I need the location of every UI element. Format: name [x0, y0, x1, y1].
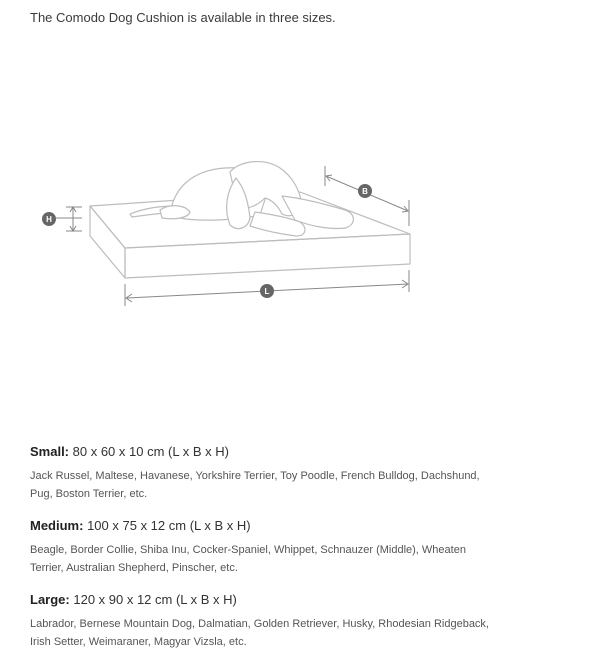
size-medium-breeds: Beagle, Border Collie, Shiba Inu, Cocker-Spaniel, Whippet, Schnauzer (Middle), Wheaten Terrier, Australian Shepherd, Pinscher, etc. [30, 544, 466, 574]
size-medium [30, 517, 500, 577]
size-small-name: Small: [30, 444, 70, 459]
size-small-breeds: Jack Russel, Maltese, Havanese, Yorkshire Terrier, Toy Poodle, French Bulldog, Dachshund, Pug, Boston Terrier, etc. [30, 470, 480, 500]
size-large-name: Large: [30, 592, 70, 607]
svg-text:L: L [264, 287, 270, 296]
svg-text:H: H [46, 215, 52, 224]
svg-text:B: B [362, 187, 368, 196]
dog-illustration [130, 162, 353, 236]
breadth-badge [358, 184, 372, 198]
size-medium-dimensions: 100 x 75 x 12 cm (L x B x H) [87, 518, 251, 533]
size-large-breeds: Labrador, Bernese Mountain Dog, Dalmatian, Golden Retriever, Husky, Rhodesian Ridgeback, Irish Setter, Weimaraner, Magyar Vizsla, etc. [30, 618, 489, 648]
size-large [30, 591, 500, 651]
size-large-title [30, 591, 500, 609]
size-medium-name: Medium: [30, 518, 84, 533]
height-badge [42, 212, 56, 226]
size-small-dimensions: 80 x 60 x 10 cm (L x B x H) [72, 444, 229, 459]
intro-text: The Comodo Dog Cushion is available in three sizes. [30, 10, 336, 25]
length-badge [260, 284, 274, 298]
size-large-dimensions: 120 x 90 x 12 cm (L x B x H) [73, 592, 237, 607]
size-small-title [30, 443, 500, 461]
size-medium-title [30, 517, 500, 535]
size-small [30, 443, 500, 503]
height-dimension [56, 207, 82, 231]
